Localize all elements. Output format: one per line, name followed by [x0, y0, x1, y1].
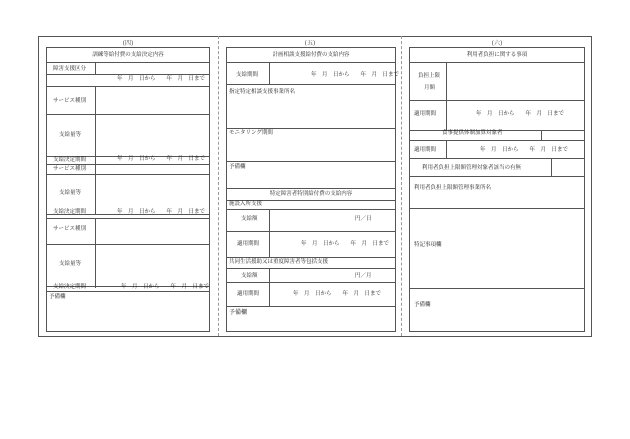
- p4-date-range-3: 年 月 日から 年 月 日まで: [117, 209, 206, 215]
- cap-management-label: 利用者負担上限額管理対象者該当の有無: [422, 165, 522, 171]
- service-type-label-1: サービス種別: [53, 98, 87, 104]
- supply-period-label: 支給期間: [236, 72, 259, 78]
- p6-date-range-1: 年 月 日から 年 月 日まで: [476, 111, 565, 117]
- decision-period-label-1: 支給決定期間: [53, 157, 87, 163]
- cap-office-label: 利用者負担上限額管理事業所名: [414, 185, 492, 191]
- panel-5-title-1: 計画相談支援給付費の支給内容: [272, 52, 350, 58]
- monitoring-label: モニタリング期間: [229, 130, 273, 136]
- panel-6-table: [409, 47, 585, 332]
- meal-target-label: 食事提供体制加算対象者: [442, 130, 503, 136]
- p5-date-range-3: 年 月 日から 年 月 日まで: [293, 291, 382, 297]
- cap-label-line1: 負担上限: [418, 73, 441, 79]
- disability-class-label: 障害支援区分: [53, 66, 87, 72]
- panel-5-table: [226, 47, 400, 332]
- panel-4-title: 訓練等給付費の支給決定内容: [92, 52, 164, 58]
- p4-date-range-4: 年 月 日から 年 月 日まで: [121, 284, 210, 290]
- applicable-period-label-b: 適用期間: [237, 291, 260, 297]
- decision-period-label-2: 支給決定期間: [53, 209, 87, 215]
- p5-date-range-2: 年 月 日から 年 月 日まで: [301, 241, 390, 247]
- service-type-label-2: サービス種別: [53, 166, 87, 172]
- decision-period-label-3: 支給決定期間: [53, 284, 87, 290]
- supply-amount-label-a: 支給額: [241, 216, 258, 222]
- p5-reserve-label-1: 予備欄: [229, 164, 246, 170]
- supply-amount-label-2: 支給量等: [59, 190, 82, 196]
- panel-separator-2: [401, 36, 402, 336]
- panel-5-title-2: 特定障害者特別給付費の支給内容: [269, 191, 353, 197]
- panel-number-4: (四): [122, 40, 134, 47]
- p6-reserve-label: 予備欄: [414, 302, 431, 308]
- yen-per-day: 円／日: [355, 216, 372, 222]
- yen-per-month: 円／月: [355, 273, 372, 279]
- applicable-period-label-a: 適用期間: [237, 241, 260, 247]
- p4-date-range-1: 年 月 日から 年 月 日まで: [117, 76, 206, 82]
- p6-date-range-2: 年 月 日から 年 月 日まで: [480, 147, 569, 153]
- panel-number-5: (五): [304, 40, 316, 47]
- p5-date-range-1: 年 月 日から 年 月 日まで: [311, 72, 400, 78]
- facility-support-label: 施設入所支援: [229, 201, 263, 207]
- supply-amount-label-3: 支給量等: [59, 261, 82, 267]
- p6-applicable-period-label-1: 適用期間: [414, 111, 437, 117]
- p5-reserve-label-2: 予備欄: [229, 309, 248, 316]
- panel-number-6: (六): [491, 40, 503, 47]
- group-home-label: 共同生活援助又は重度障害者等包括支援: [229, 259, 329, 265]
- supply-amount-label-b: 支給額: [241, 273, 258, 279]
- p6-applicable-period-label-2: 適用期間: [414, 147, 437, 153]
- p4-date-range-2: 年 月 日から 年 月 日まで: [117, 156, 206, 162]
- special-notes-label: 特記事項欄: [414, 242, 442, 248]
- p4-reserve-label: 予備欄: [49, 294, 66, 300]
- supply-amount-label-1: 支給量等: [59, 132, 82, 138]
- panel-4-table: [46, 47, 210, 332]
- panel-6-title: 利用者負担に関する事項: [466, 52, 528, 58]
- cap-label-line2: 月額: [424, 85, 436, 91]
- designated-office-label: 指定特定相談支援事業所名: [229, 89, 296, 95]
- service-type-label-3: サービス種別: [53, 226, 87, 232]
- panel-separator-1: [218, 36, 219, 336]
